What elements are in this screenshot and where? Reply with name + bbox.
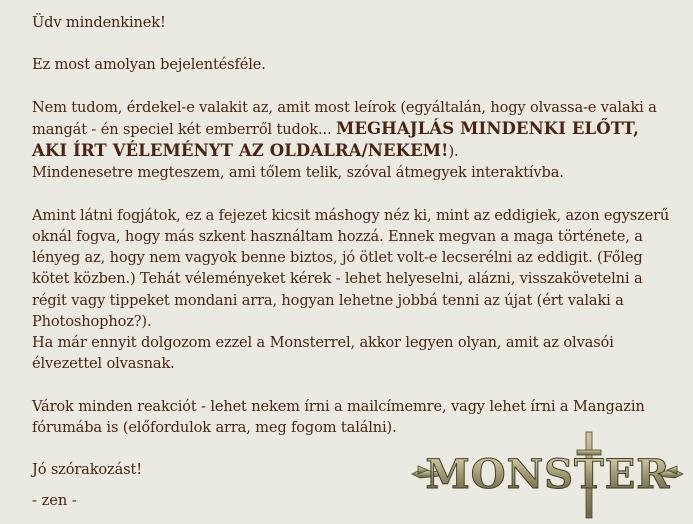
monster-title-logo-icon [410,430,685,520]
paragraph-readers [32,97,672,184]
paragraph-readers-line2: Mindenesetre megteszem, ami tőlem telik, szóval átmegyek interaktívba. [32,164,564,182]
paragraph-readers-close: ). [448,143,459,161]
paragraph-scan-line2: Ha már ennyit dolgozom ezzel a Monsterrel, akkor legyen olyan, amit az olvasói élvezettel olvasnak. [32,334,614,373]
intro-line: Ez most amolyan bejelentésféle. [32,56,266,74]
paragraph-readers-text: Nem tudom, érdekel-e valakit az, amit most leírok (egyáltalán, hogy olvassa-e valaki a mangát - én speciel két emberről tudok... [32,98,657,138]
closing-line: Jó szórakozást! [32,461,142,479]
logo-wordmark: MONSTER [425,451,671,498]
thanks-shout: MEGHAJLÁS MINDENKI ELŐTT, AKI ÍRT VÉLEMÉNYT AZ OLDALRA/NEKEM! [32,118,639,161]
paragraph-scan [32,205,672,375]
paragraph-scan-text: Amint látni fogjátok, ez a fejezet kicsit máshogy néz ki, mint az eddigiek, azon egyszerű oknál fogva, hogy más szkent használtam hozzá. Ennek megvan a maga története, a lényeg az, hogy nem vagyok benne biztos, jó ötlet volt-e lecserélni az eddigit. (Főleg kötet közben.) Tehát véleményeket kérek - lehet helyeselni, alázni, visszakövetelni a régit vagy tippeket mondani arra, hogyan lehetne jobbá tenni az újat (ért valaki a Photoshophoz?). [32,206,670,330]
paragraph-contact: Várok minden reakciót - lehet nekem írni a mailcímemre, vagy lehet írni a Mangazin fórumába is (előfordulok arra, meg fogom találni). [32,397,645,436]
greeting: Üdv mindenkinek! [32,14,166,31]
monster-logo-svg [410,430,685,520]
signature: - zen - [32,492,77,509]
announcement-text [32,12,672,502]
